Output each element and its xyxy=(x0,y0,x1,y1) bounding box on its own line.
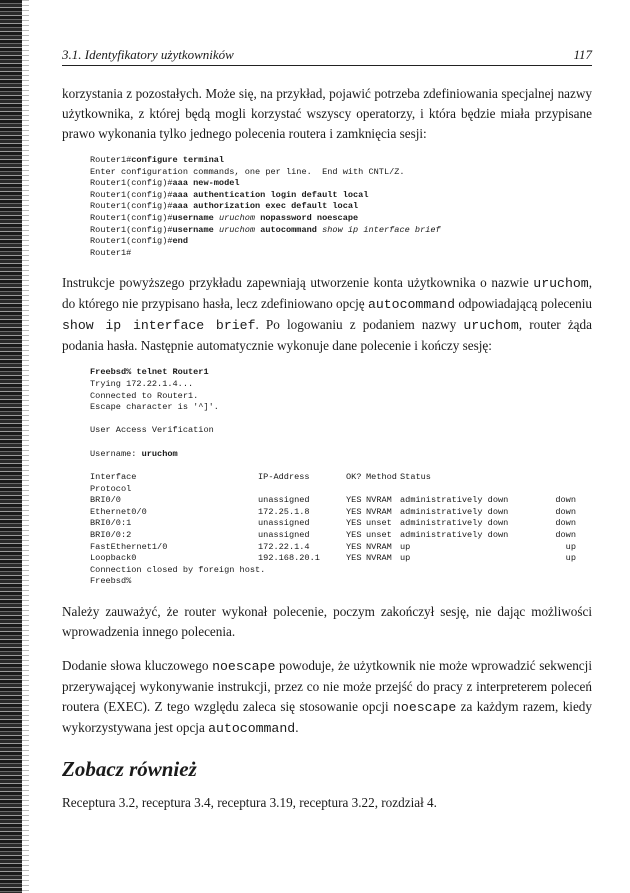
code-block-telnet: Freebsd% telnet Router1 Trying 172.22.1.4... Connected to Router1. Escape character is '^]'. User Access Verification Username: uruchom xyxy=(90,367,219,459)
scan-edge xyxy=(0,0,22,893)
table-row: BRI0/0 unassigned YES NVRAM administratively down down xyxy=(90,495,576,506)
table-row: FastEthernet1/0 172.22.1.4 YES NVRAM up up xyxy=(90,541,576,552)
table-row: BRI0/0:1 unassigned YES unset administratively down down xyxy=(90,518,576,529)
paragraph-observation: Należy zauważyć, że router wykonał polecenie, poczym zakończył sesję, nie dając możliwości wprowadzenia innego polecenia. xyxy=(62,604,592,640)
table-row: Ethernet0/0 172.25.1.8 YES NVRAM administratively down down xyxy=(90,506,576,517)
page-body xyxy=(62,84,592,813)
table-row: BRI0/0:2 unassigned YES unset administratively down down xyxy=(90,530,576,541)
page-number: 117 xyxy=(573,47,592,62)
paragraph-noescape: Dodanie słowa kluczowego noescape powoduje, że użytkownik nie może wprowadzić sekwencji przerywającej wykonywanie instrukcji, przez co nie może przejść do pracy z interpreterem poleceń routera (EXEC). Z tego względu zaleca się stosowanie opcji noescape za każdym razem, kiedy wykorzystywana jest opcja autocommand. xyxy=(62,658,592,737)
see-also-text: Receptura 3.2, receptura 3.4, receptura 3.19, receptura 3.22, rozdział 4. xyxy=(62,795,437,811)
table-row: Loopback0 192.168.20.1 YES NVRAM up up xyxy=(90,553,576,564)
see-also-heading: Zobacz również xyxy=(62,757,197,782)
running-header xyxy=(62,47,592,66)
interface-table xyxy=(90,472,576,588)
code-block-config: Router1#configure terminal Enter configuration commands, one per line. End with CNTL/Z. Router1(config)#aaa new-model Router1(config)#aaa authentication login default local Router1(config)#aaa authorization exec default local Router1(config)#username uruchom nopassword noescape Router1(config)#username uruchom autocommand show ip interface brief Router1(config)#end Router1# xyxy=(90,155,441,258)
paragraph-explanation: Instrukcje powyższego przykładu zapewniają utworzenie konta użytkownika o nazwie uruchom, do którego nie przypisano hasła, lecz zdefiniowano opcję autocommand odpowiadającą poleceniu show ip interface brief. Po logowaniu z podaniem nazwy uruchom, router żąda podania hasła. Następnie automatycznie wykonuje dane polecenie i kończy sesję: xyxy=(62,275,592,354)
section-title: 3.1. Identyfikatory użytkowników xyxy=(62,47,234,62)
table-footer-line: Freebsd% xyxy=(90,576,132,587)
table-footer-line: Connection closed by foreign host. xyxy=(90,564,266,575)
paragraph-intro: korzystania z pozostałych. Może się, na przykład, pojawić potrzeba zdefiniowania specjalnej nazwy użytkownika, z której będą mogli korzystać wszyscy operatorzy, i która będzie miała przypisane prawo wykonania tylko jednego polecenia routera i zamknięcia sesji: xyxy=(62,86,592,141)
table-header-row-2: Protocol xyxy=(90,483,132,494)
table-header-row: Interface IP-Address OK? Method Status xyxy=(90,472,431,483)
